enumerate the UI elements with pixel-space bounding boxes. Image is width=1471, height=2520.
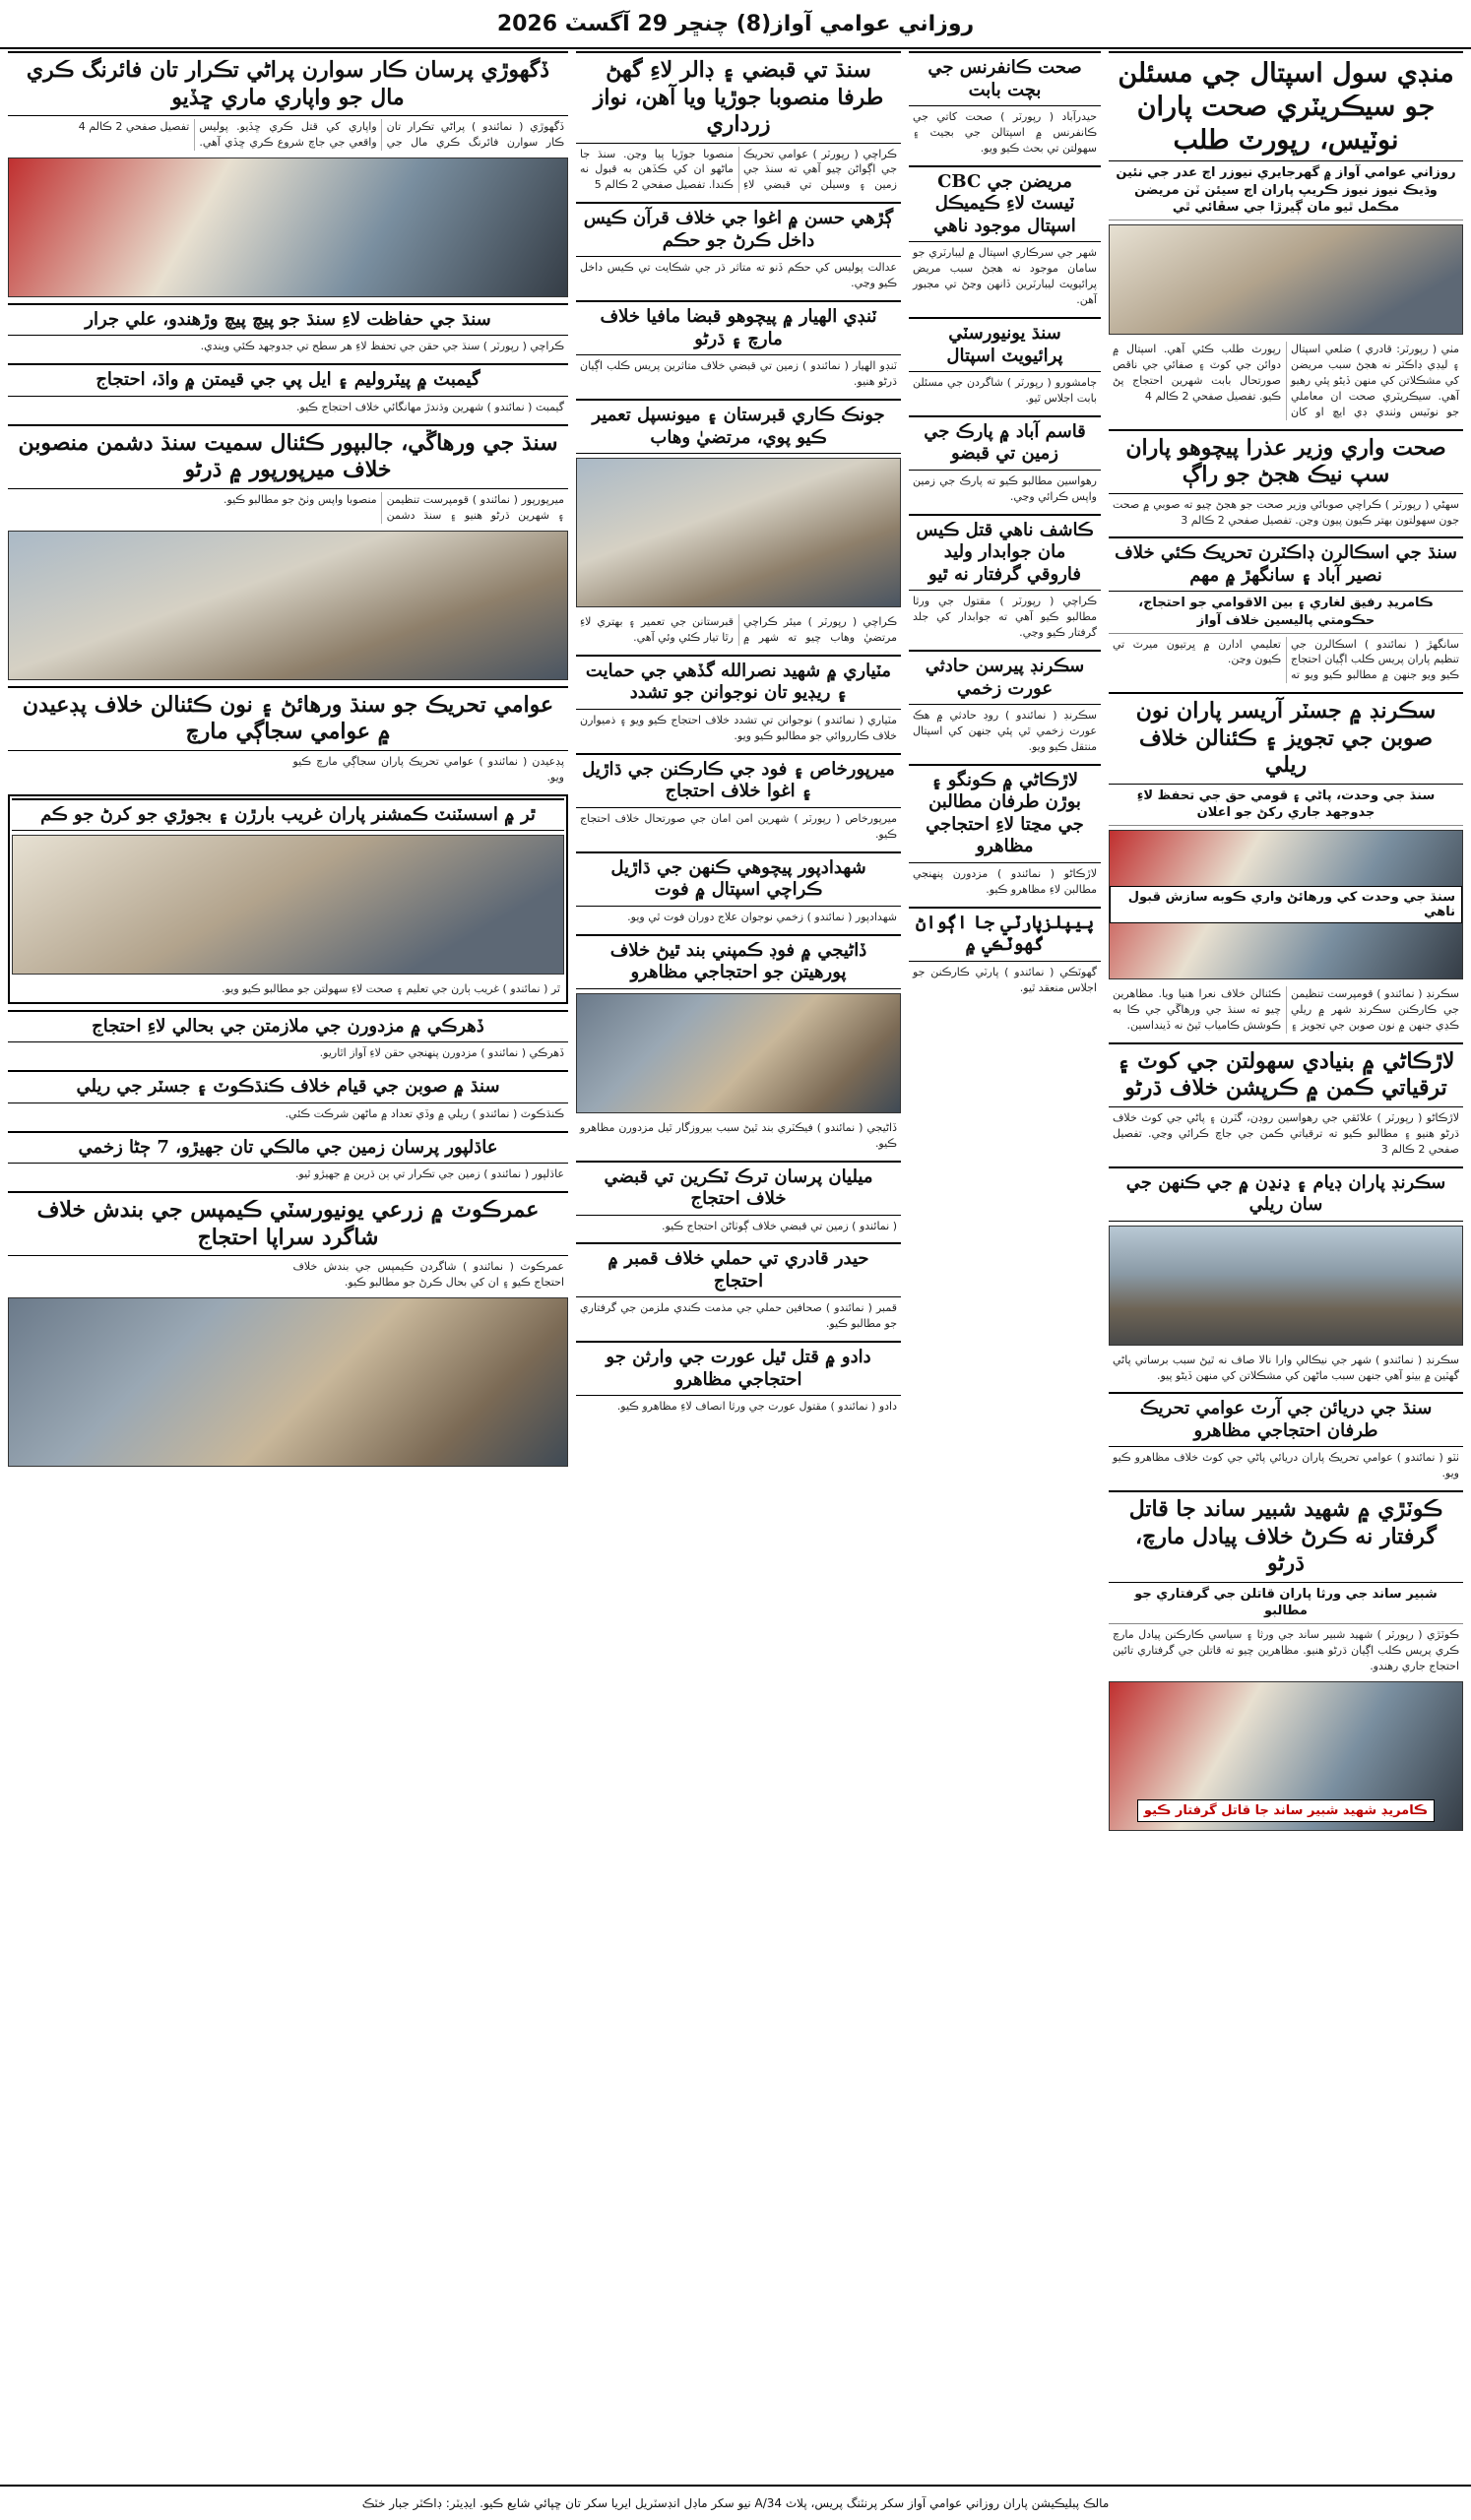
column-4 — [8, 51, 568, 2481]
column-1 — [1109, 51, 1463, 2481]
headline: سڪرنڊ پيرسن حادثي عورت زخمي — [909, 650, 1101, 705]
story-health-conference — [909, 51, 1101, 159]
story-haider-qadri — [576, 1242, 901, 1335]
subheadline: ڪامريڊ رفيق لغاري ۽ بين الاقوامي جو احتجاج، حڪومتي پاليسين خلاف آواز — [1109, 592, 1463, 633]
story-body: ڪنڌڪوٽ ( نمائندو ) ريلي ۾ وڏي تعداد ۾ ماڻهن شرڪت ڪئي. — [285, 1106, 564, 1120]
headline: سنڌ ۾ صوبن جي قيام خلاف ڪنڌڪوٽ ۽ جسٽر جي ريلي — [8, 1070, 568, 1103]
story-body: رهواسين مطالبو ڪيو ته پارڪ جي زمين واپس ڪرائي وڃي. — [913, 473, 1097, 503]
hospital-photo — [1109, 224, 1463, 335]
story-garhi-hassan — [576, 202, 901, 294]
headline: ڳڙهي حسن ۾ اغوا جي خلاف قرآن ڪيس داخل ڪرڻ جو حڪم — [576, 202, 901, 257]
story-civil-hospital — [1109, 51, 1463, 423]
headline: عوامي تحريڪ جو سنڌ ورهائڻ ۽ نون ڪئنالن خلاف پڊعيدن ۾ عوامي سجاڳي مارچ — [8, 686, 568, 751]
story-body: ڏهرڪي ( نمائندو ) مزدورن پنهنجي حقن لاءِ آواز اٿاريو. — [319, 1046, 564, 1060]
story-body: عمرڪوٽ ( نمائندو ) شاگردن ڪيمپس جي بندش خلاف احتجاج ڪيو ۽ ان کي بحال ڪرڻ جو مطالبو ڪيو. — [292, 1260, 564, 1290]
story-body: ميرپورخاص ( رپورٽر ) شهرين امن امان جي صورتحال خلاف احتجاج ڪيو. — [580, 811, 897, 841]
story-umerkot-campus — [8, 1191, 568, 1467]
story-sakrand-rally — [1109, 692, 1463, 1036]
story-kotri-march — [1109, 1490, 1463, 1830]
flood-photo — [1109, 1226, 1463, 1346]
headline: حيدر قادري تي حملي خلاف قمبر ۾ احتجاج — [576, 1242, 901, 1297]
headline: ڏاڻيجي ۾ فوڊ ڪمپني بند ٿيڻ خلاف پورهيتن جو احتجاجي مظاهرو — [576, 934, 901, 989]
headline: ٿر ۾ اسسٽنٽ ڪمشنر پاران غريب بارڙن ۽ بجوڙي جو کرڻ جو ڪم — [12, 798, 564, 832]
subheadline: روزاني عوامي آواز ۾ گهرجايري نيوزر اڄ عدر جي نئين وڌيڪ نيوز نيوز ڪريپ پاران اڄ سيئن ٽن مريضن مڪمل ٿيو مان ڳيرڙا جي سڦائي ٿي — [1109, 161, 1463, 220]
story-ali-jarar — [8, 303, 568, 357]
story-mirpur-sitin — [8, 424, 568, 680]
protest-photo — [8, 158, 568, 297]
story-body: عدالت پوليس کي حڪم ڏنو ته متاثر ڌر جي شڪايت تي ڪيس داخل ڪيو وڃي. — [580, 261, 897, 290]
headline: مٽياري ۾ شهيد نصرالله گڏهي جي حمايت ۽ ريڊيو تان نوجوانن جو تشدد — [576, 655, 901, 710]
headline: ميرپورخاص ۽ فود جي ڪارڪنن جي ڌاڙيل ۽ اغوا خلاف احتجاج — [576, 753, 901, 808]
story-kashif-case — [909, 514, 1101, 644]
headline: سنڌ يونيورسٽي پرائيويٽ اسپتال — [909, 317, 1101, 372]
story-body: ميرپورپور ( نمائندو ) قومپرست تنظيمن ۽ شهرين ڌرڻو هنيو ۽ سنڌ دشمن منصوبا واپس وٺڻ جو مطالبو ڪيو. — [223, 492, 564, 522]
story-gambat-prices — [8, 363, 568, 417]
headline: سڪرنڊ ۾ جسٽر آريسر پاران نون صوبن جي تجويز ۽ ڪئنالن خلاف ريلي — [1109, 692, 1463, 785]
story-ghotki-ppp — [909, 907, 1101, 999]
story-mirpurkhas — [576, 753, 901, 846]
story-body: سڪرنڊ ( نمائندو ) روڊ حادثي ۾ هڪ عورت زخمي ٿي پئي جنهن کي اسپتال منتقل ڪيو ويو. — [913, 709, 1097, 753]
story-body: گهوٽڪي ( نمائندو ) پارٽي ڪارڪنن جو اجلاس منعقد ٿيو. — [913, 965, 1097, 994]
story-larkana-workers — [909, 764, 1101, 901]
story-health-minister — [1109, 429, 1463, 532]
story-body: گيمبٽ ( نمائندو ) شهرين وڌندڙ مهانگائي خلاف احتجاج ڪيو. — [295, 400, 564, 413]
headline: سڪرنڊ پاران ڊيام ۽ ڍنڍن ۾ جي ڪنهن جي سان ريلي — [1109, 1166, 1463, 1222]
headline: ٽنڊي الهيار ۾ پيچوهو قبضا مافيا خلاف مارچ ۽ ڌرڻو — [576, 300, 901, 355]
story-body: قمبر ( نمائندو ) صحافين حملي جي مذمت ڪندي ملزمن جي گرفتاري جو مطالبو ڪيو. — [580, 1301, 897, 1331]
story-body: سڪرنڊ ( نمائندو ) شهر جي نيڪالي وارا نالا صاف نه ٿيڻ سبب برساتي پاڻي گهٽين ۾ بيٺو آهي جنهن سبب ماڻهن کي مشڪلاتن کي منهن ڏيڻو پيو. — [1113, 1353, 1459, 1382]
story-body: ڪراچي ( رپورٽر ) عوامي تحريڪ جي اڳواڻن چيو آهي ته سنڌ جي زمين ۽ وسيلن تي قبضي لاءِ منصوبا جوڙيا پيا وڃن. سنڌ جا ماڻهو ان کي ڪڏهن به قبول نه ڪندا. تفصيل صفحي 2 ڪالم 5 — [580, 147, 897, 192]
headline: قاسم آباد ۾ پارڪ جي زمين تي قبضو — [909, 415, 1101, 471]
story-body: سهڻي ( رپورٽر ) ڪراچي صوبائي وزير صحت جو هجڻ چيو ته صوبي ۾ صحت جون سهولتون بهتر ڪيون پيون وڃن. تفصيل صفحي 2 ڪالم 3 — [1113, 497, 1459, 527]
headline: شهدادپور پيچوهي ڪنهن جي ڌاڙيل ڪراچي اسپتال ۾ فوت — [576, 851, 901, 907]
story-body: ڪوٽڙي ( رپورٽر ) شهيد شبير ساند جي ورثا ۽ سياسي ڪارڪنن پيادل مارچ ڪري پريس ڪلب اڳيان ڌرڻو هنيو. مظاهرين چيو ته قاتلن جي گرفتاري تائين احتجاج جاري رهندو. — [1113, 1627, 1459, 1672]
story-adilpur-clash — [8, 1131, 568, 1185]
story-body: عاڌلپور ( نمائندو ) زمين جي تڪرار تي ٻن ڌرين ۾ جهيڙو ٿيو. — [294, 1167, 564, 1181]
page-footer — [0, 2485, 1471, 2520]
headline: سنڌ جي حفاظت لاءِ سنڌ جو پيچ پيچ وڙهندو، علي جرار — [8, 303, 568, 337]
story-shahdadpur — [576, 851, 901, 928]
headline: عمرڪوٽ ۾ زرعي يونيورسٽي ڪيمپس جي بندش خلاف شاگرد سراپا احتجاج — [8, 1191, 568, 1256]
headline: دادو ۾ قتل ٿيل عورت جي وارثن جو احتجاجي مظاهرو — [576, 1341, 901, 1396]
story-body: ڏگهوڙي ( نمائندو ) پراڻي تڪرار تان ڪار سوارن فائرنگ ڪري مال جي واپاري کي قتل ڪري ڇڏيو. پوليس واقعي جي جاچ شروع ڪري ڇڏي آهي. تفصيل صفحي 2 ڪالم 4 — [78, 120, 564, 149]
story-karachi-mayor — [576, 399, 901, 649]
story-thar-children — [8, 794, 568, 1004]
subheadline: شبير ساند جي ورثا پاران قاتلن جي گرفتاري جو مطالبو — [1109, 1583, 1463, 1624]
story-body: پڊعيدن ( نمائندو ) عوامي تحريڪ پاران سجاڳي مارچ ڪيو ويو. — [292, 754, 564, 784]
story-body: ڪراچي ( رپورٽر ) مقتول جي ورثا مطالبو ڪيو آهي ته جوابدار کي جلد گرفتار ڪيو وڃي. — [913, 595, 1097, 640]
headline: صحت واري وزير عذرا پيچوهو پاران سپ نيڪ هجڻ جو راڳ — [1109, 429, 1463, 494]
story-body: مٺي ( رپورٽر: قادري ) ضلعي اسپتال ۽ ليڊي ڊاڪٽر نه هجڻ سبب مريضن کي مشڪلاتن کي منهن ڏيڻو پئي رهيو آهي. سيڪريٽري صحت ان معاملي جو نوٽيس وٺندي ڊي ايڇ او کان رپورٽ طلب ڪئي آهي. اسپتال ۾ دوائن جي کوٽ ۽ صفائي جي ناقص صورتحال بابت شهرين احتجاج پڻ ڪيو. تفصيل صفحي 2 ڪالم 4 — [1113, 342, 1459, 418]
sitin-photo — [8, 531, 568, 680]
story-body: لاڙڪاڻو ( نمائندو ) مزدورن پنهنجي مطالبن لاءِ مظاهرو ڪيو. — [913, 866, 1097, 896]
story-daharki-workers — [8, 1010, 568, 1064]
headline: سنڌ جي دريائن جي آرٽ عوامي تحريڪ طرفان احتجاجي مظاهرو — [1109, 1392, 1463, 1447]
rally-photo — [1109, 830, 1463, 979]
story-body: ٽنڊو الهيار ( نمائندو ) زمين تي قبضي خلاف متاثرين پريس ڪلب اڳيان ڌرڻو هنيو. — [580, 359, 897, 389]
story-daharki-food — [576, 934, 901, 1155]
story-body: ڪراچي ( رپورٽر ) سنڌ جي حقن جي تحفظ لاءِ هر سطح تي جدوجهد ڪئي ويندي. — [200, 340, 564, 353]
mayor-photo — [576, 458, 901, 607]
story-kandhkot-rally — [8, 1070, 568, 1124]
story-body: ڏاڻيجي ( نمائندو ) فيڪٽري بند ٿيڻ سبب بيروزگار ٿيل مزدورن مظاهرو ڪيو. — [580, 1120, 897, 1150]
story-body: حيدرآباد ( رپورٽر ) صحت کاتي جي ڪانفرنس ۾ اسپتالن جي بجيٽ ۽ سهولتن تي بحث ڪيو ويو. — [913, 110, 1097, 155]
story-body: شهدادپور ( نمائندو ) زخمي نوجوان علاج دوران فوت ٿي ويو. — [627, 910, 897, 923]
story-body: سڪرنڊ ( نمائندو ) قومپرست تنظيمن جي ڪارڪنن سڪرنڊ شهر ۾ ريلي ڪڍي جنهن ۾ نون صوبن جي تجويز ۽ ڪئنالن خلاف نعرا هنيا ويا. مظاهرين چيو ته سنڌ جي ورهاڱي جي ڪا به ڪوشش ڪامياب ٿيڻ نه ڏينداسين. — [1113, 986, 1459, 1032]
headline: ڏگهوڙي پرسان ڪار سوارن پراڻي تڪرار تان فائرنگ ڪري مال جو واپاري ماري ڇڏيو — [8, 51, 568, 116]
march-photo — [1109, 1681, 1463, 1831]
column-2 — [909, 51, 1101, 2481]
headline: ڏهرڪي ۾ مزدورن جي ملازمتن جي بحالي لاءِ احتجاج — [8, 1010, 568, 1043]
headline: ڪاشف ناهي قتل ڪيس مان جوابدار وليد فاروقي گرفتار نه ٿيو — [909, 514, 1101, 592]
story-sindh-occupation — [576, 51, 901, 196]
story-sakrand-drains — [1109, 1166, 1463, 1387]
story-dadu-woman — [576, 1341, 901, 1418]
story-qasimabad-park — [909, 415, 1101, 508]
headline: عاڌلپور پرسان زمين جي مالڪي تان جهيڙو، 7 ڄڻا زخمي — [8, 1131, 568, 1165]
banner-text: ڪامريڊ شهيد شبير ساند جا قاتل گرفتار ڪيو — [1137, 1799, 1435, 1822]
story-tando-allahyar — [576, 300, 901, 393]
story-body: سانگهڙ ( نمائندو ) اسڪالرن جي تنظيم پاران پريس ڪلب اڳيان احتجاج ڪيو ويو جنهن ۾ مطالبو ڪيو ويو ته تعليمي ادارن ۾ ڀرتيون ميرٽ تي ڪيون وڃن. — [1113, 637, 1459, 682]
headline: لاڙڪاڻي ۾ بنيادي سهولتن جي کوٽ ۽ ترقياتي ڪمن ۾ ڪرپشن خلاف ڌرڻو — [1109, 1042, 1463, 1107]
story-sindh-university — [909, 317, 1101, 410]
subheadline: سنڌ جي وحدت، پاڻي ۽ قومي حق جي تحفظ لاءِ جدوجهد جاري رکڻ جو اعلان — [1109, 785, 1463, 826]
banner-text: سنڌ جي وحدت کي ورهائڻ واري ڪوبه سازش قبول ناهي — [1110, 886, 1462, 923]
story-awareness-march — [8, 686, 568, 788]
headline: صحت ڪانفرنس جي بچت بابت — [909, 51, 1101, 106]
imprint-line: مالڪ پبليڪيشن پاران روزاني عوامي آواز سکر پرنٽنگ پريس، پلاٽ A/34 نيو سکر ماڊل انڊسٽريل ايريا سکر تان ڇپائي شايع ڪيو. ايڊيٽر: ڊاڪٽر جبار خٽڪ — [361, 2496, 1110, 2510]
story-cbc-test — [909, 165, 1101, 311]
headline: ميليان پرسان ترڪ ٽڪرين تي قبضي خلاف احتجاج — [576, 1161, 901, 1216]
story-daggar-firing — [8, 51, 568, 297]
story-hills-occupation — [576, 1161, 901, 1237]
headline: سنڌ تي قبضي ۽ ڊالر لاءِ گهڻ طرفا منصوبا جوڙيا ويا آهن، نواز زرداري — [576, 51, 901, 144]
students-photo — [8, 1297, 568, 1467]
column-3 — [576, 51, 901, 2481]
page-masthead — [0, 0, 1471, 49]
story-body: مٽياري ( نمائندو ) نوجوانن تي تشدد خلاف احتجاج ڪيو ويو ۽ ذميوارن خلاف ڪارروائي جو مطالبو ڪيو ويو. — [580, 713, 897, 742]
story-body: لاڙڪاڻو ( رپورٽر ) علائقي جي رهواسين روڊن، گٽرن ۽ پاڻي جي کوٽ خلاف ڌرڻو هنيو ۽ مطالبو ڪيو ته ترقياتي ڪمن جي جاچ ڪرائي وڃي. تفصيل صفحي 2 ڪالم 3 — [1113, 1110, 1459, 1156]
story-body: شهر جي سرڪاري اسپتال ۾ ليبارٽري جو سامان موجود نه هجڻ سبب مريض پرائيويٽ ليبارٽرين ڏانهن وڃڻ تي مجبور آهن. — [913, 246, 1097, 307]
headline: گيمبٽ ۾ پيٽروليم ۽ ايل پي جي قيمتن ۾ واڌ، احتجاج — [8, 363, 568, 397]
headline: لاڙڪاڻي ۾ ڪونگو ۽ بوڙن طرفان مطالبن جي مڃتا لاءِ احتجاجي مظاهرو — [909, 764, 1101, 863]
workers-photo — [576, 993, 901, 1113]
children-photo — [12, 835, 564, 975]
story-body: ڪراچي ( رپورٽر ) ميئر ڪراچي مرتضيٰ وهاب چيو ته شهر ۾ قبرستانن جي تعمير ۽ بهتري لاءِ رٿا تيار ڪئي وئي آهي. — [580, 615, 897, 644]
story-body: ( نمائندو ) زمين تي قبضي خلاف ڳوٺاڻن احتجاج ڪيو. — [661, 1219, 897, 1232]
story-scholars-campaign — [1109, 536, 1463, 686]
headline: پيپلزپارٽي جا اڳواڻ گهوٽڪي ۾ — [909, 907, 1101, 962]
story-larkana-sitin — [1109, 1042, 1463, 1161]
story-matiari-violence — [576, 655, 901, 747]
story-body: ٿر ( نمائندو ) غريب ٻارن جي تعليم ۽ صحت لاءِ سهولتن جو مطالبو ڪيو ويو. — [222, 982, 560, 995]
story-sakrand-accident — [909, 650, 1101, 758]
headline: جونڪ ڪاري قبرستان ۽ ميونسپل تعمير ڪيو پوي، مرتضيٰ وهاب — [576, 399, 901, 454]
headline: ڪوٽڙي ۾ شهيد شبير ساند جا قاتل گرفتار نه ڪرڻ خلاف پيادل مارچ، ڌرڻو — [1109, 1490, 1463, 1583]
headline: سنڌ جي ورهاڱي، جالبپور ڪئنال سميت سنڌ دشمن منصوبن خلاف ميرپورپور ۾ ڌرڻو — [8, 424, 568, 489]
headline: سنڌ جي اسڪالرن ڊاڪٽرن تحريڪ ڪئي خلاف نصير آباد ۽ سانگهڙ ۾ مهم — [1109, 536, 1463, 592]
headline: منڊي سول اسپتال جي مسئلن جو سيڪريٽري صحت پاران نوٽيس، رپورٽ طلب — [1109, 51, 1463, 161]
story-body: ٺٽو ( نمائندو ) عوامي تحريڪ پاران دريائي پاڻي جي کوٽ خلاف مظاهرو ڪيو ويو. — [1113, 1451, 1459, 1480]
masthead-title: روزاني عوامي آواز(8) چنڇر 29 آگسٽ 2026 — [496, 11, 975, 36]
story-body: دادو ( نمائندو ) مقتول عورت جي ورثا انصاف لاءِ مظاهرو ڪيو. — [616, 1400, 897, 1414]
story-body: ڄامشورو ( رپورٽر ) شاگردن جي مسئلن بابت اجلاس ٿيو. — [913, 376, 1097, 405]
headline: مريضن جي CBC ٽيسٽ لاءِ ڪيميڪل اسپتال موجود ناهي — [909, 165, 1101, 243]
story-rivers-protest — [1109, 1392, 1463, 1484]
